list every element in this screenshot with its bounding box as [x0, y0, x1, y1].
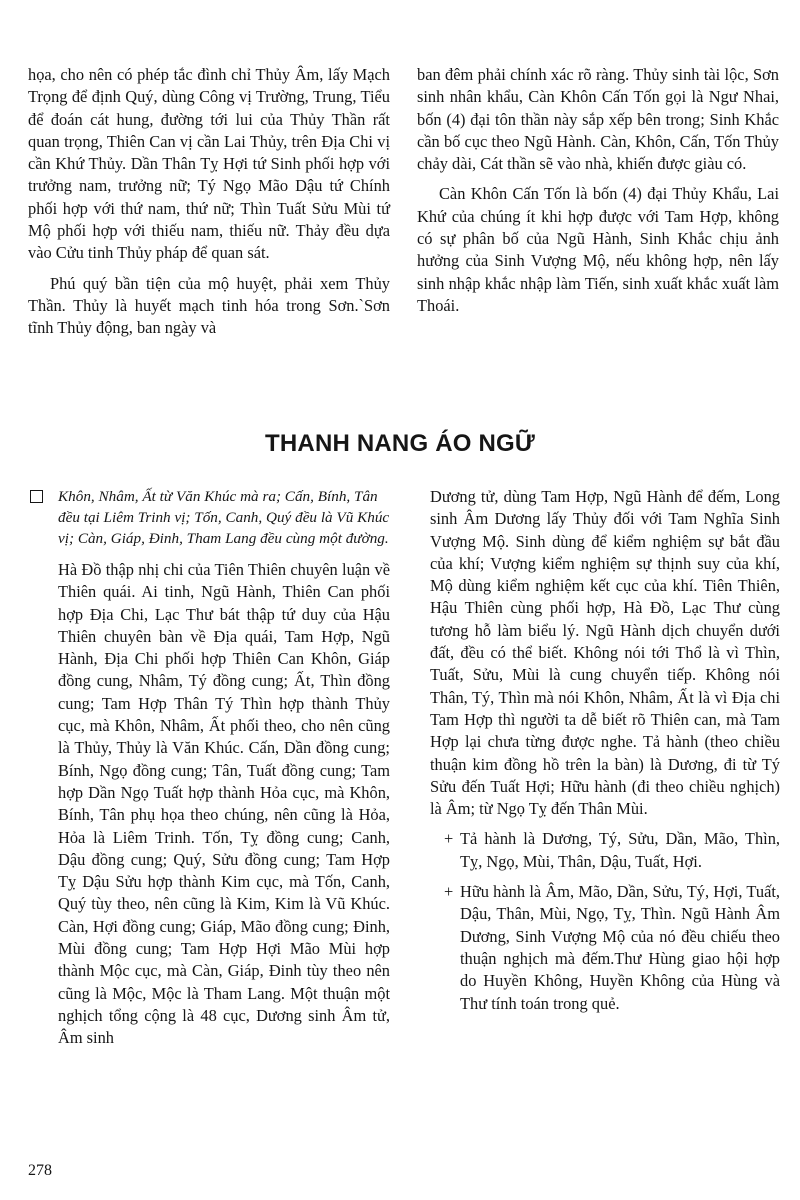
checkbox-square-icon	[30, 490, 43, 503]
paragraph: họa, cho nên có phép tắc đình chỉ Thủy Âm, lấy Mạch Trọng để định Quý, dùng Công vị Trường, Trung, Tiểu để đoán cát hung, đường tới lui của Thủy Thần rất quan trọng, Thiên Can vị cần Lai Thủy, trên Địa Chi vị cần Khứ Thủy. Dần Thân Tỵ Hợi tứ Sinh phối hợp với trưởng nam, trưởng nữ; Tý Ngọ Mão Dậu tứ Chính phối hợp với thứ nam, thứ nữ; Thìn Tuất Sửu Mùi tứ Mộ phối hợp với thiếu nam, thiếu nữ. Thảy đều dựa vào Cửu tinh Thủy pháp để quan sát.	[28, 65, 390, 263]
list-item	[430, 828, 780, 873]
top-right-column	[417, 64, 779, 325]
list-item-text: Tả hành là Dương, Tý, Sửu, Dần, Mão, Thìn, Tỵ, Ngọ, Mùi, Thân, Dậu, Tuất, Hợi.	[460, 829, 780, 871]
list-item-text: Hữu hành là Âm, Mão, Dần, Sửu, Tý, Hợi, Tuất, Dậu, Thân, Mùi, Ngọ, Tỵ, Thìn. Ngũ Hành Âm Dương, Sinh Vượng Mộ của nó đều chiếu theo thuận nghịch mà đếm.Thư Hùng giao hội hợp do Huyền Không, Huyền Không của Hùng và Thư tính toán trong quẻ.	[460, 882, 780, 1013]
bottom-left-column	[28, 486, 390, 1058]
verse-text: Khôn, Nhâm, Ất từ Văn Khúc mà ra; Cấn, Bính, Tân đều tại Liêm Trinh vị; Tốn, Canh, Quý đều là Vũ Khúc vị; Càn, Giáp, Đinh, Tham Lang đều cùng một đường.	[58, 488, 390, 547]
commentary-block	[28, 559, 390, 1050]
section-title: THANH NANG ÁO NGỮ	[265, 430, 535, 457]
paragraph: Hà Đồ thập nhị chi của Tiên Thiên chuyên luận về Thiên quái. Ai tinh, Ngũ Hành, Thiên Can phối hợp Địa Chi, Lạc Thư bát thập tứ duy của Hậu Thiên chuyên bàn về Địa quái, Tam Hợp, Ngũ Hành, Địa Chi phối hợp Thiên Can Khôn, Giáp đồng cung, Nhâm, Tý đồng cung; Ất, Thìn đồng cung; Tam Hợp Thân Tý Thìn hợp thành Thủy cục, mà Khôn, Nhâm, Ất phối theo, cho nên cũng là Thủy, Thủy là Văn Khúc. Cấn, Dần đồng cung; Bính, Ngọ đồng cung; Tân, Tuất đồng cung; Tam hợp Dần Ngọ Tuất hợp thành Hỏa cục, mà Khôn, Bính, Tân phụ họa theo chúng, nên cũng là Hỏa, Hỏa là Liêm Trinh. Tốn, Tỵ đồng cung; Canh, Dậu đồng cung; Quý, Sửu đồng cung; Tam Hợp Tỵ Dậu Sửu hợp thành Kim cục, mà Tốn, Canh, Quý tùy theo, nên cũng là Kim, Kim là Vũ Khúc. Càn, Hợi đồng cung; Giáp, Mão đồng cung; Đinh, Mùi đồng cung; Tam Hợp Hợi Mão Mùi hợp thành Mộc cục, mà Càn, Giáp, Đinh tùy theo nên cũng là Mộc, Mộc là Tham Lang. Một thuận một nghịch tổng cộng là 48 cục, Dương sinh Âm tử, Âm sinh	[58, 560, 390, 1048]
paragraph: Càn Khôn Cấn Tốn là bốn (4) đại Thủy Khẩu, Lai Khứ của chúng ít khi hợp được với Tam Hợp, không có sự phân bố của Ngũ Hành, Sinh Khắc chịu ảnh hưởng của Sinh Vượng Mộ, nếu không hợp, nên lấy sinh nhập khắc nhập làm Tiến, sinh xuất khắc xuất làm Thoái.	[417, 184, 779, 315]
paragraph: ban đêm phải chính xác rõ ràng. Thủy sinh tài lộc, Sơn sinh nhân khẩu, Càn Khôn Cấn Tốn gọi là Ngư Nhai, bốn (4) đại tôn thần này sắp xếp bên trong; Sinh Khắc cần bố cục theo Ngũ Hành. Càn, Khôn, Cấn, Tốn Thủy chảy dài, Cát thần sẽ vào nhà, khiến được giàu có.	[417, 65, 779, 174]
page-number: 278	[28, 1162, 52, 1179]
plus-bullet-icon: +	[444, 882, 454, 902]
bottom-right-column	[430, 486, 780, 1023]
plus-bullet-icon: +	[444, 829, 454, 849]
paragraph: Dương tử, dùng Tam Hợp, Ngũ Hành để đếm, Long sinh Âm Dương lấy Thủy đối với Tam Nghĩa Sinh Vượng Mộ. Sinh dùng để kiểm nghiệm sự bắt đầu của khí; Vượng kiểm nghiệm sự thịnh suy của khí, Mộ dùng kiểm nghiệm kết cục của khí. Tiên Thiên, Hậu Thiên cùng phối hợp, Hà Đồ, Lạc Thư cùng tương hỗ làm biểu lý. Ngũ Hành dịch chuyển dưới đất, đều có thể biết. Không nói tới Thổ là vì Thìn, Tuất, Sửu, Mùi là cung chuyển tiếp. Không nói Thân, Tý, Thìn mà nói Khôn, Nhâm, Ất là vì Địa chi Tam Hợp thì người ta dễ biết rõ Thiên can, mà Tam Hợp lại chưa từng được nghe. Tả hành (theo chiều thuận kim đồng hồ trên la bàn) là Dương, đi từ Tý Sửu đến Tuất Hợi; Hữu hành (đi theo chiều nghịch) là Âm; từ Ngọ Tỵ đến Thân Mùi.	[430, 487, 780, 819]
list-item	[430, 881, 780, 1015]
verse-block	[28, 486, 390, 549]
top-left-column	[28, 64, 390, 348]
paragraph: Phú quý bần tiện của mộ huyệt, phải xem Thủy Thần. Thủy là huyết mạch tinh hóa trong Sơn.`Sơn tĩnh Thủy động, ban ngày và	[28, 273, 390, 338]
